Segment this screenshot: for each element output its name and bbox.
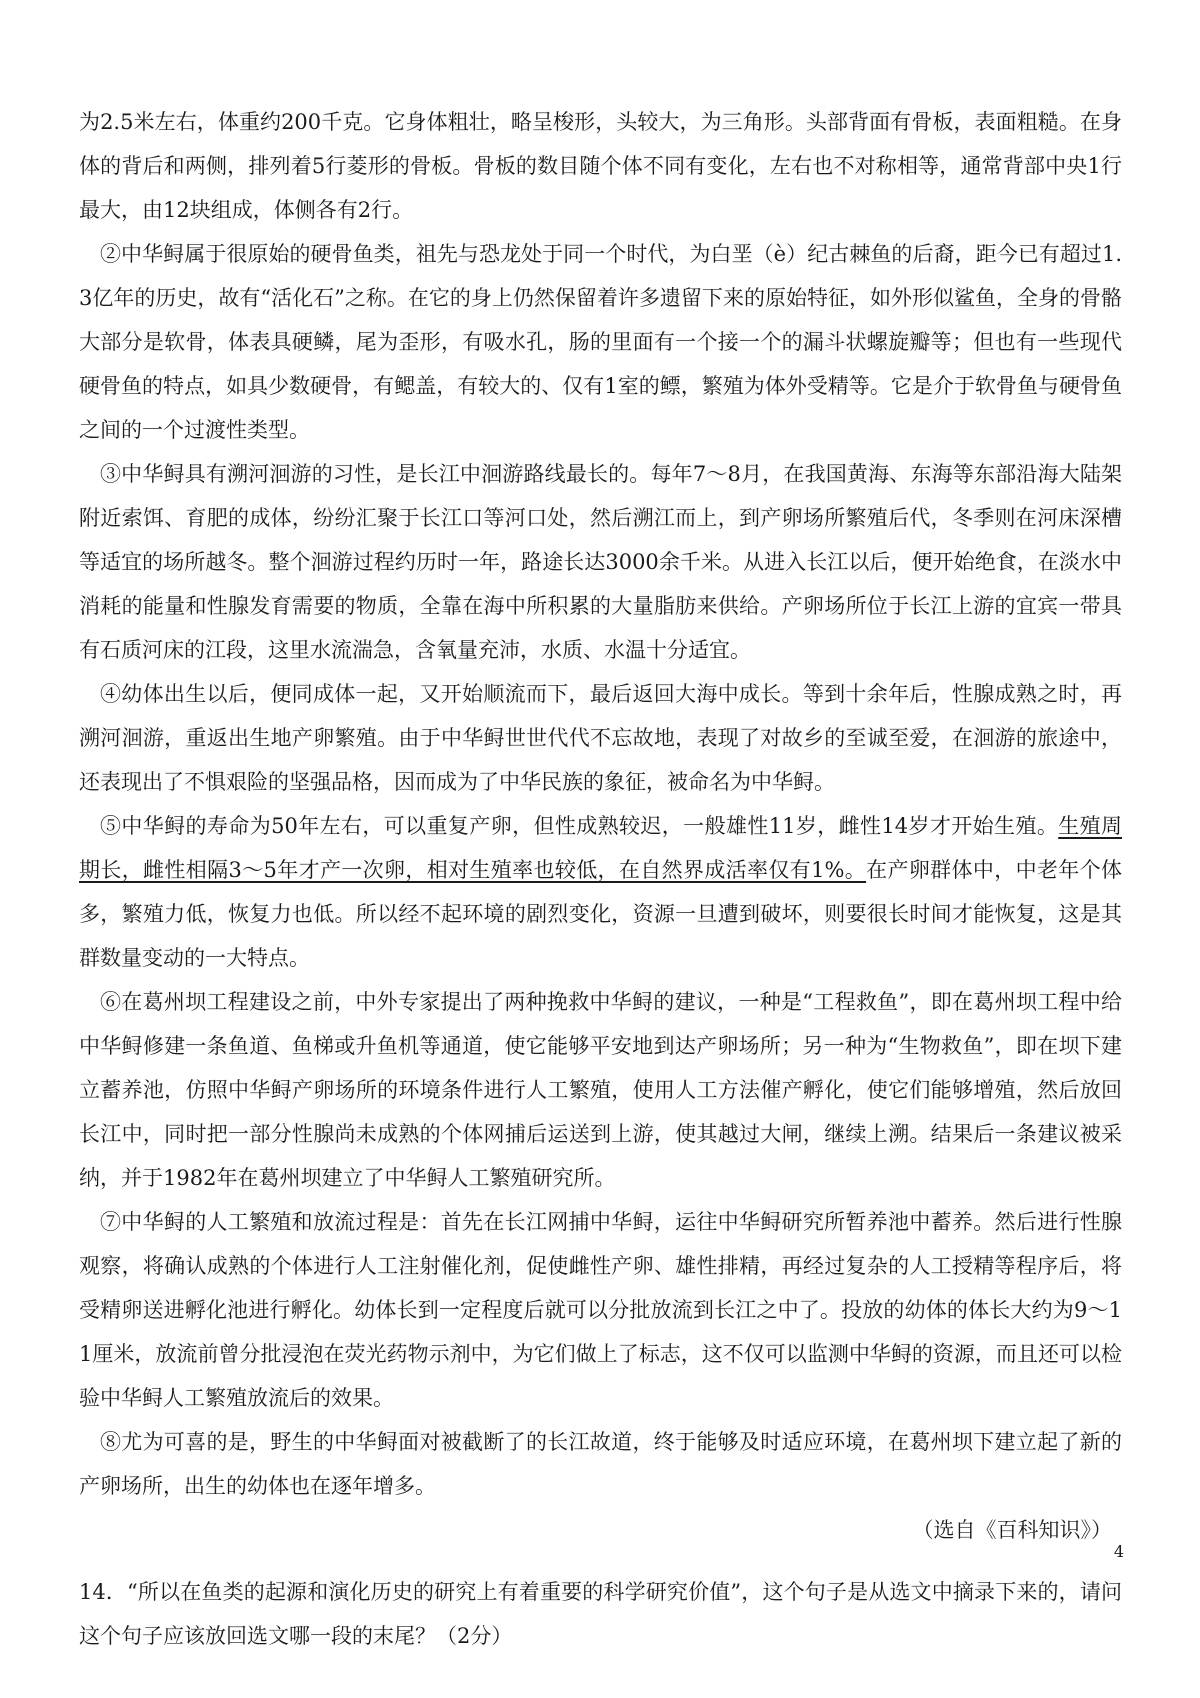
paragraph-5-part-a: ⑤中华鲟的寿命为50年左右，可以重复产卵，但性成熟较迟，一般雄性11岁，雌性14岁才开始生殖。 bbox=[100, 814, 1059, 838]
paragraph-5-part-b: 在产卵群体中，中老年个体多，繁殖力低，恢复力也低。所以经不起环境的剧烈变化，资源一旦遭到破坏，则要很长时间才能恢复，这是其群数量变动的一大特点。 bbox=[79, 858, 1122, 970]
paragraph-3: ③中华鲟具有溯河洄游的习性，是长江中洄游路线最长的。每年7～8月，在我国黄海、东海等东部沿海大陆架附近索饵、育肥的成体，纷纷汇聚于长江口等河口处，然后溯江而上，到产卵场所繁殖后代，冬季则在河床深槽等适宜的场所越冬。整个洄游过程约历时一年，路途长达3000余千米。从进入长江以后，便开始绝食，在淡水中消耗的能量和性腺发育需要的物质，全靠在海中所积累的大量脂肪来供给。产卵场所位于长江上游的宜宾一带具有石质河床的江段，这里水流湍急，含氧量充沛，水质、水温十分适宜。 bbox=[79, 462, 1122, 662]
paragraph-1-continued: 为2.5米左右，体重约200千克。它身体粗壮，略呈梭形，头较大，为三角形。头部背面有骨板，表面粗糙。在身体的背后和两侧，排列着5行菱形的骨板。骨板的数目随个体不同有变化，左右也不对称相等，通常背部中央1行最大，由12块组成，体侧各有2行。 bbox=[79, 110, 1122, 222]
paragraph-5 bbox=[79, 804, 1122, 980]
article-source: （选自《百科知识》） bbox=[912, 1518, 1112, 1542]
paragraph-5-underlined-sentence: 生殖周期长，雌性相隔3～5年才产一次卵，相对生殖率也较低，在自然界成活率仅有1%。 bbox=[79, 814, 1122, 882]
paragraph-7: ⑦中华鲟的人工繁殖和放流过程是：首先在长江网捕中华鲟，运往中华鲟研究所暂养池中蓄养。然后进行性腺观察，将确认成熟的个体进行人工注射催化剂，促使雌性产卵、雄性排精，再经过复杂的人工授精等程序后，将受精卵送进孵化池进行孵化。幼体长到一定程度后就可以分批放流到长江之中了。投放的幼体的体长大约为9～11厘米，放流前曾分批浸泡在荧光药物示剂中，为它们做上了标志，这不仅可以监测中华鲟的资源，而且还可以检验中华鲟人工繁殖放流后的效果。 bbox=[79, 1210, 1122, 1410]
paragraph-4: ④幼体出生以后，便同成体一起，又开始顺流而下，最后返回大海中成长。等到十余年后，性腺成熟之时，再溯河洄游，重返出生地产卵繁殖。由于中华鲟世世代代不忘故地，表现了对故乡的至诚至爱，在洄游的旅途中，还表现出了不惧艰险的坚强品格，因而成为了中华民族的象征，被命名为中华鲟。 bbox=[79, 682, 1122, 794]
paragraph-8: ⑧尤为可喜的是，野生的中华鲟面对被截断了的长江故道，终于能够及时适应环境，在葛州坝下建立起了新的产卵场所，出生的幼体也在逐年增多。 bbox=[79, 1430, 1122, 1498]
article-body bbox=[79, 100, 1122, 1658]
paragraph-6: ⑥在葛州坝工程建设之前，中外专家提出了两种挽救中华鲟的建议，一种是“工程救鱼”，即在葛州坝工程中给中华鲟修建一条鱼道、鱼梯或升鱼机等通道，使它能够平安地到达产卵场所；另一种为“生物救鱼”，即在坝下建立蓄养池，仿照中华鲟产卵场所的环境条件进行人工繁殖，使用人工方法催产孵化，使它们能够增殖，然后放回长江中，同时把一部分性腺尚未成熟的个体网捕后运送到上游，使其越过大闸，继续上溯。结果后一条建议被采纳，并于1982年在葛州坝建立了中华鲟人工繁殖研究所。 bbox=[79, 990, 1122, 1190]
page-number: 4 bbox=[1113, 1542, 1124, 1561]
paragraph-2: ②中华鲟属于很原始的硬骨鱼类，祖先与恐龙处于同一个时代，为白垩（è）纪古棘鱼的后裔，距今已有超过1.3亿年的历史，故有“活化石”之称。在它的身上仍然保留着许多遗留下来的原始特征，如外形似鲨鱼，全身的骨骼大部分是软骨，体表具硬鳞，尾为歪形，有吸水孔，肠的里面有一个接一个的漏斗状螺旋瓣等；但也有一些现代硬骨鱼的特点，如具少数硬骨，有鳃盖，有较大的、仅有1室的鳔，繁殖为体外受精等。它是介于软骨鱼与硬骨鱼之间的一个过渡性类型。 bbox=[79, 242, 1122, 442]
question-14: 14．“所以在鱼类的起源和演化历史的研究上有着重要的科学研究价值”，这个句子是从选文中摘录下来的，请问这个句子应该放回选文哪一段的末尾？（2分） bbox=[79, 1580, 1122, 1648]
